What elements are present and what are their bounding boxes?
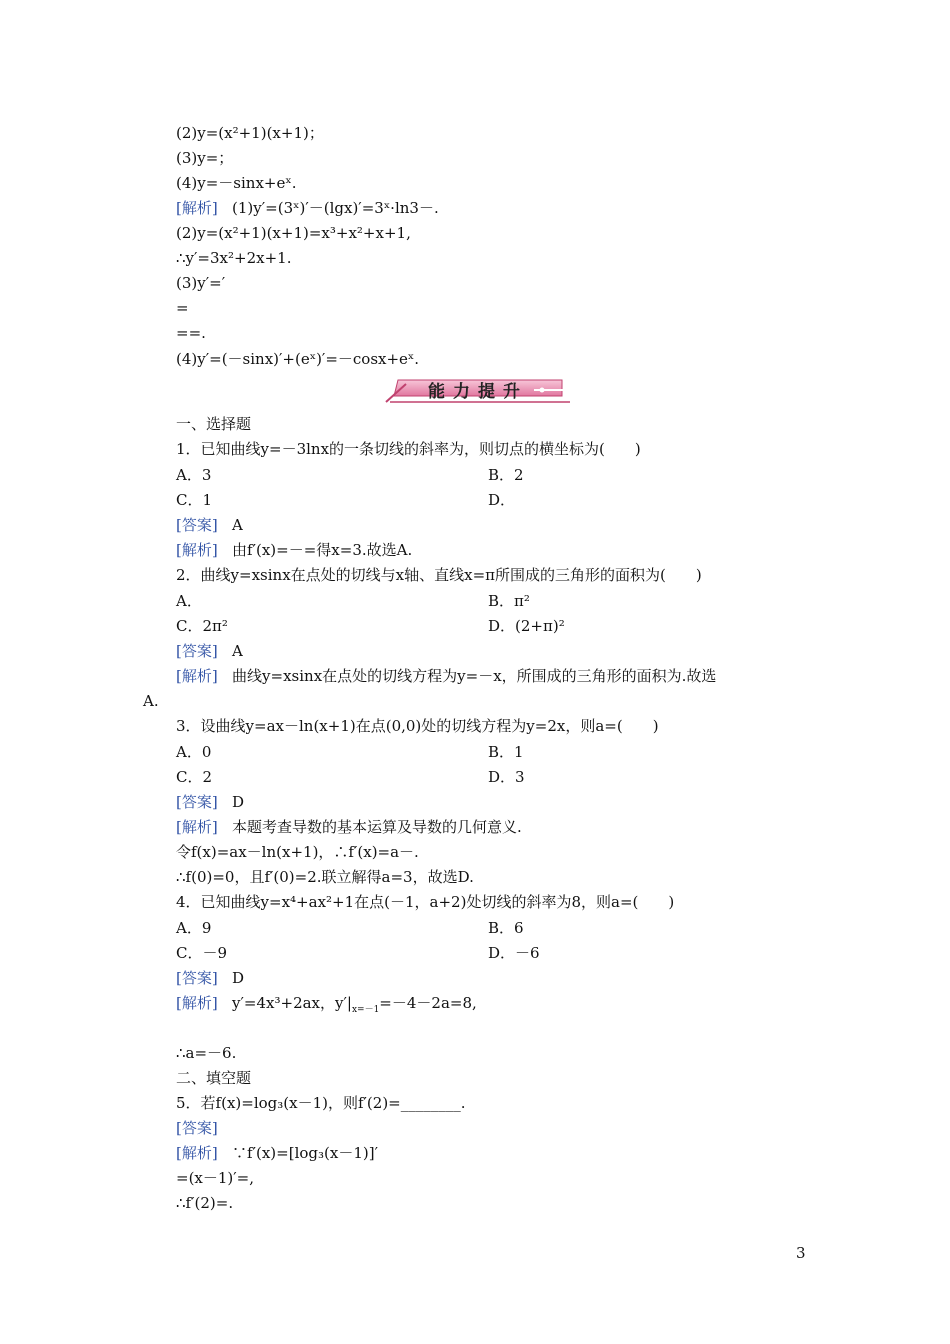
solution-text: y′=4x³+2ax，y′| xyxy=(232,994,352,1012)
option-d: D． xyxy=(488,491,516,509)
text-line: (3)y=； xyxy=(176,149,234,167)
solution-tag: [解析] xyxy=(176,199,218,217)
option-c: C．－9 xyxy=(176,944,228,962)
section-banner xyxy=(384,376,572,404)
option-b: B．6 xyxy=(488,919,524,937)
subscript: x=－1 xyxy=(351,1005,380,1015)
answer-tag: [答案] xyxy=(176,969,218,987)
option-a: A．0 xyxy=(176,743,212,761)
solution-text: (1)y′=(3ˣ)′－(lgx)′=3ˣ·ln3－. xyxy=(232,199,439,217)
option-b: B．2 xyxy=(488,466,524,484)
solution-tag: [解析] xyxy=(176,818,218,836)
text-line: ∴a=－6. xyxy=(176,1044,237,1062)
answer-tag: [答案] xyxy=(176,1119,218,1137)
option-c: C．1 xyxy=(176,491,213,509)
section-heading: 二、填空题 xyxy=(176,1069,252,1087)
solution-text-tail: =－4－2a=8, xyxy=(379,994,477,1012)
text-line: ==. xyxy=(176,324,206,342)
option-a: A． xyxy=(176,592,202,610)
question-stem: 2．曲线y=xsinx在点处的切线与x轴、直线x=π所围成的三角形的面积为( ) xyxy=(176,566,702,584)
solution-line xyxy=(176,1143,378,1163)
answer-line xyxy=(176,515,243,535)
answer-line xyxy=(176,968,244,988)
text-line: ∴f(0)=0，且f′(0)=2.联立解得a=3，故选D. xyxy=(176,868,474,886)
text-line: ∴y′=3x²+2x+1. xyxy=(176,249,292,267)
option-d: D．(2+π)² xyxy=(488,617,565,635)
answer-value: D xyxy=(232,969,245,987)
option-c: C．2 xyxy=(176,768,213,786)
answer-line xyxy=(176,792,244,812)
solution-line xyxy=(176,817,522,837)
solution-text: 本题考查导数的基本运算及导数的几何意义. xyxy=(232,818,522,836)
banner-title: 能力提升 xyxy=(428,382,528,402)
solution-text: ∵f′(x)=[log₃(x－1)]′ xyxy=(232,1144,378,1162)
text-line: =(x－1)′=, xyxy=(176,1169,255,1187)
page-number: 3 xyxy=(796,1244,806,1262)
solution-text: 由f′(x)=－=得x=3.故选A. xyxy=(232,541,413,559)
solution-tag: [解析] xyxy=(176,994,218,1012)
text-line: (2)y=(x²+1)(x+1)=x³+x²+x+1, xyxy=(176,224,411,242)
solution-tag: [解析] xyxy=(176,1144,218,1162)
option-d: D．3 xyxy=(488,768,525,786)
question-stem: 3．设曲线y=ax－ln(x+1)在点(0,0)处的切线方程为y=2x，则a=( ) xyxy=(176,717,659,735)
solution-tag: [解析] xyxy=(176,541,218,559)
text-line: = xyxy=(176,299,189,317)
option-d: D．－6 xyxy=(488,944,540,962)
answer-value: A xyxy=(232,642,243,660)
solution-line xyxy=(176,540,412,560)
text-line: ∴f′(2)=. xyxy=(176,1194,234,1212)
answer-value: A xyxy=(232,516,243,534)
text-line: (4)y=－sinx+eˣ. xyxy=(176,174,297,192)
solution-tag: [解析] xyxy=(176,667,218,685)
option-a: A．3 xyxy=(176,466,212,484)
text-line: 令f(x)=ax－ln(x+1)，∴f′(x)=a－. xyxy=(176,843,419,861)
solution-continuation: A. xyxy=(143,692,159,710)
question-stem: 4．已知曲线y=x⁴+ax²+1在点(－1，a+2)处切线的斜率为8，则a=( ) xyxy=(176,893,675,911)
answer-value: D xyxy=(232,793,245,811)
option-b: B．1 xyxy=(488,743,524,761)
answer-line xyxy=(176,1118,218,1138)
solution-text: 曲线y=xsinx在点处的切线方程为y=－x，所围成的三角形的面积为.故选 xyxy=(232,667,717,685)
solution-line xyxy=(176,993,477,1020)
solution-line xyxy=(176,198,439,218)
answer-tag: [答案] xyxy=(176,793,218,811)
text-line: (2)y=(x²+1)(x+1)； xyxy=(176,124,324,142)
question-stem: 1．已知曲线y=－3lnx的一条切线的斜率为，则切点的横坐标为( ) xyxy=(176,440,641,458)
answer-line xyxy=(176,641,243,661)
text-line: (4)y′=(－sinx)′+(eˣ)′=－cosx+eˣ. xyxy=(176,350,420,368)
section-heading: 一、选择题 xyxy=(176,415,252,433)
question-stem: 5．若f(x)=log₃(x－1)，则f′(2)=________. xyxy=(176,1094,466,1112)
option-b: B．π² xyxy=(488,592,530,610)
answer-tag: [答案] xyxy=(176,642,218,660)
option-c: C．2π² xyxy=(176,617,228,635)
solution-line xyxy=(176,666,716,686)
text-line: (3)y′=′ xyxy=(176,274,226,292)
option-a: A．9 xyxy=(176,919,212,937)
answer-tag: [答案] xyxy=(176,516,218,534)
